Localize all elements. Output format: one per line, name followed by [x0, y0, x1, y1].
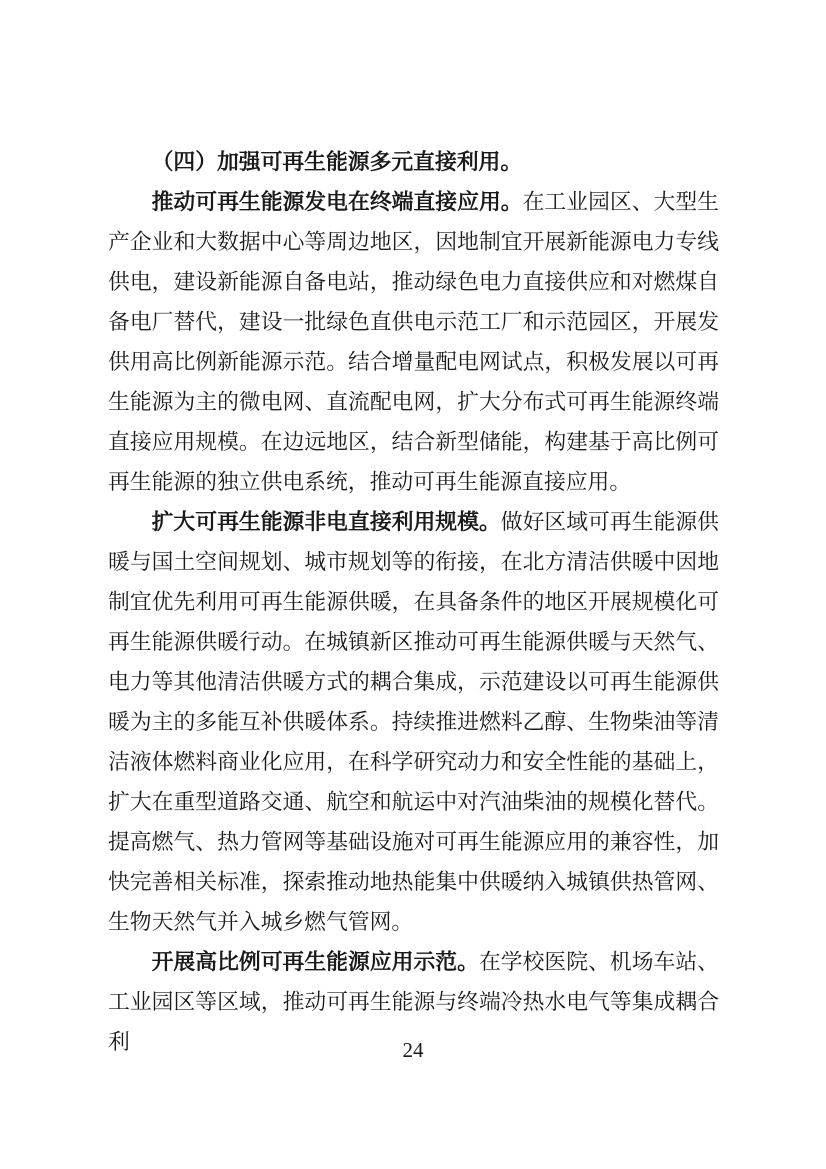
- paragraph-body: 在学校医院、机场车站、工业园区等区域，推动可再生能源与终端冷热水电气等集成耦合利: [108, 950, 719, 1054]
- paragraph-body: 做好区域可再生能源供暖与国土空间规划、城市规划等的衔接，在北方清洁供暖中因地制宜优先利用可再生能源供暖，在具备条件的地区开展规模化可再生能源供暖行动。在城镇新区推动可再生能源供暖与天然气、电力等其他清洁供暖方式的耦合集成，示范建设以可再生能源供暖为主的多能互补供暖体系。持续推进燃料乙醇、生物柴油等清洁液体燃料商业化应用，在科学研究动力和安全性能的基础上，扩大在重型道路交通、航空和航运中对汽油柴油的规模化替代。提高燃气、热力管网等基础设施对可再生能源应用的兼容性，加快完善相关标准，探索推动地热能集中供暖纳入城镇供热管网、生物天然气并入城乡燃气管网。: [108, 510, 719, 934]
- paragraph-lead: 扩大可再生能源非电直接利用规模。: [151, 510, 501, 534]
- paragraph-lead: 开展高比例可再生能源应用示范。: [151, 950, 479, 974]
- paragraph: [108, 182, 719, 502]
- section-heading: （四）加强可再生能源多元直接利用。: [151, 150, 523, 174]
- paragraph: [108, 502, 719, 942]
- text-block: [108, 142, 719, 1062]
- paragraph-body: 在工业园区、大型生产企业和大数据中心等周边地区，因地制宜开展新能源电力专线供电，建设新能源自备电站，推动绿色电力直接供应和对燃煤自备电厂替代，建设一批绿色直供电示范工厂和示范园区，开展发供用高比例新能源示范。结合增量配电网试点，积极发展以可再生能源为主的微电网、直流配电网，扩大分布式可再生能源终端直接应用规模。在边远地区，结合新型储能，构建基于高比例可再生能源的独立供电系统，推动可再生能源直接应用。: [108, 190, 719, 494]
- page-number: 24: [402, 1038, 424, 1062]
- paragraph-lead: 推动可再生能源发电在终端直接应用。: [151, 190, 523, 214]
